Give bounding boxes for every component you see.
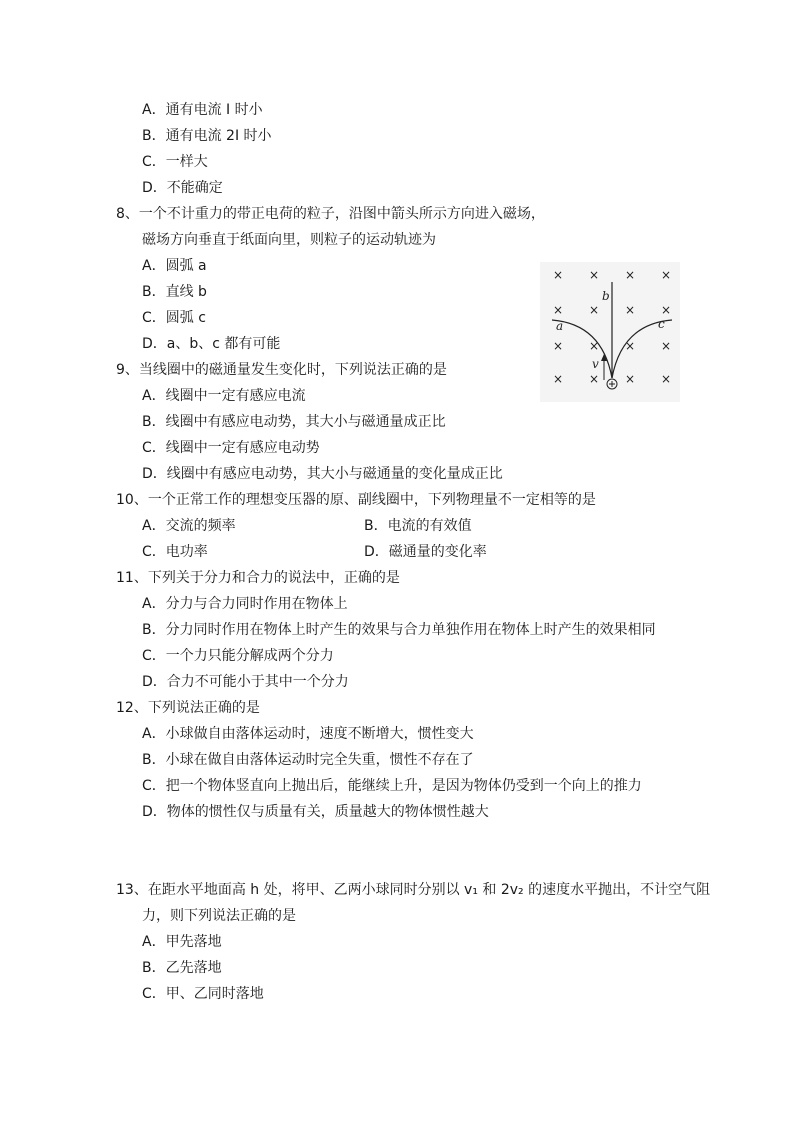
q13-stem-line2: 力，则下列说法正确的是: [142, 908, 296, 924]
q13-stem-line1: 13、在距水平地面高 h 处，将甲、乙两小球同时分别以 v₁ 和 2v₂ 的速度水平抛出，不计空气阻: [116, 882, 711, 898]
q12-option-c: C．把一个物体竖直向上抛出后，能继续上升，是因为物体仍受到一个向上的推力: [142, 778, 642, 794]
q13-option-b: B．乙先落地: [142, 960, 222, 976]
q10-stem: 10、一个正常工作的理想变压器的原、副线圈中，下列物理量不一定相等的是: [116, 492, 596, 508]
field-cross: ×: [660, 372, 672, 386]
field-cross: ×: [624, 339, 636, 353]
q9-stem: 9、当线圈中的磁通量发生变化时，下列说法正确的是: [116, 362, 447, 378]
q7-option-b: B．通有电流 2I 时小: [142, 128, 272, 144]
q8-option-d: D．a、b、c 都有可能: [142, 336, 281, 352]
q7-option-d: D．不能确定: [142, 180, 223, 196]
field-cross: ×: [660, 268, 672, 282]
label-a: a: [556, 319, 564, 333]
q8-option-b: B．直线 b: [142, 284, 207, 300]
q8-option-c: C．圆弧 c: [142, 310, 206, 326]
field-cross: ×: [588, 372, 600, 386]
q13-option-a: A．甲先落地: [142, 934, 222, 950]
q12-stem: 12、下列说法正确的是: [116, 700, 260, 716]
q11-stem: 11、下列关于分力和合力的说法中，正确的是: [116, 570, 400, 586]
q7-option-c: C．一样大: [142, 154, 208, 170]
q8-stem-line2: 磁场方向垂直于纸面向里，则粒子的运动轨迹为: [142, 232, 436, 248]
field-cross: ×: [624, 268, 636, 282]
q10-option-a: A．交流的频率: [142, 518, 236, 534]
q10-option-d: D．磁通量的变化率: [364, 544, 487, 560]
q11-option-c: C．一个力只能分解成两个分力: [142, 648, 334, 664]
field-cross: ×: [660, 303, 672, 317]
q12-option-d: D．物体的惯性仅与质量有关，质量越大的物体惯性越大: [142, 804, 489, 820]
field-cross: ×: [552, 268, 564, 282]
label-c: c: [658, 317, 665, 331]
field-cross: ×: [624, 303, 636, 317]
q10-option-b: B．电流的有效值: [364, 518, 472, 534]
field-cross: ×: [660, 339, 672, 353]
label-v: v: [592, 357, 599, 371]
q9-option-b: B．线圈中有感应电动势，其大小与磁通量成正比: [142, 414, 446, 430]
q8-option-a: A．圆弧 a: [142, 258, 207, 274]
q11-option-d: D．合力不可能小于其中一个分力: [142, 674, 349, 690]
field-cross: ×: [588, 303, 600, 317]
field-cross: ×: [588, 268, 600, 282]
field-cross: ×: [552, 339, 564, 353]
q7-option-a: A．通有电流 I 时小: [142, 102, 263, 118]
q12-option-a: A．小球做自由落体运动时，速度不断增大，惯性变大: [142, 726, 474, 742]
field-cross: ×: [588, 339, 600, 353]
q9-option-a: A．线圈中一定有感应电流: [142, 388, 306, 404]
q8-stem-line1: 8、一个不计重力的带正电荷的粒子，沿图中箭头所示方向进入磁场，: [116, 206, 545, 222]
q12-option-b: B．小球在做自由落体运动时完全失重，惯性不存在了: [142, 752, 474, 768]
q9-option-c: C．线圈中一定有感应电动势: [142, 440, 320, 456]
q11-option-a: A．分力与合力同时作用在物体上: [142, 596, 348, 612]
q9-option-d: D．线圈中有感应电动势，其大小与磁通量的变化量成正比: [142, 466, 503, 482]
field-cross: ×: [552, 303, 564, 317]
field-cross: ×: [552, 372, 564, 386]
q13-option-c: C．甲、乙同时落地: [142, 986, 264, 1002]
q11-option-b: B．分力同时作用在物体上时产生的效果与合力单独作用在物体上时产生的效果相同: [142, 622, 656, 638]
label-b: b: [602, 289, 610, 303]
magnetic-field-figure: [540, 262, 680, 402]
q10-option-c: C．电功率: [142, 544, 208, 560]
field-cross: ×: [624, 372, 636, 386]
